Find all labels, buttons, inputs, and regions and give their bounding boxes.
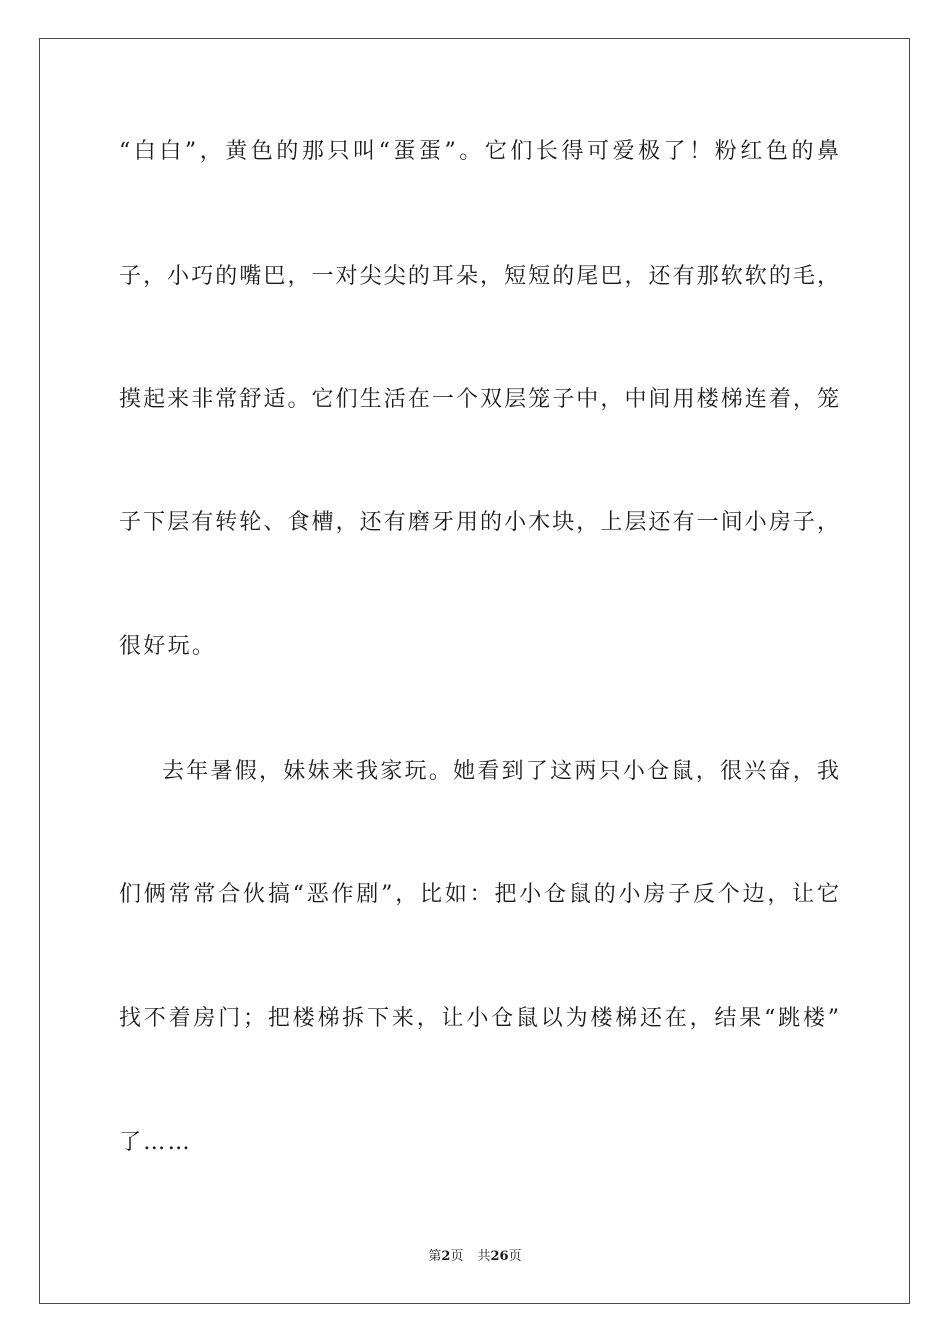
body-text-line-1: “白白”，黄色的那只叫“蛋蛋”。它们长得可爱极了！粉红色的鼻 xyxy=(119,139,839,164)
body-text-line-4: 子下层有转轮、食槽，还有磨牙用的小木块，上层还有一间小房子， xyxy=(119,510,839,535)
total-prefix: 共 xyxy=(477,1249,491,1264)
page-suffix: 页 xyxy=(450,1249,464,1264)
page-prefix: 第 xyxy=(428,1249,442,1264)
page-footer xyxy=(0,1248,950,1266)
current-page-number: 2 xyxy=(441,1249,451,1264)
body-text-line-8: 找不着房门；把楼梯拆下来，让小仓鼠以为楼梯还在，结果“跳楼” xyxy=(119,1006,839,1031)
page-border xyxy=(39,38,910,1304)
body-text-line-5: 很好玩。 xyxy=(119,634,217,659)
total-page-count: 26 xyxy=(490,1249,509,1264)
body-text-line-3: 摸起来非常舒适。它们生活在一个双层笼子中，中间用楼梯连着，笼 xyxy=(119,387,839,412)
body-text-line-7: 们俩常常合伙搞“恶作剧”，比如：把小仓鼠的小房子反个边，让它 xyxy=(119,882,839,907)
body-text-line-2: 子，小巧的嘴巴，一对尖尖的耳朵，短短的尾巴，还有那软软的毛， xyxy=(119,264,839,289)
body-text-line-9: 了…… xyxy=(119,1130,192,1155)
total-suffix: 页 xyxy=(508,1249,522,1264)
body-text-line-6: 去年暑假，妹妹来我家玩。她看到了这两只小仓鼠，很兴奋，我 xyxy=(162,759,839,784)
